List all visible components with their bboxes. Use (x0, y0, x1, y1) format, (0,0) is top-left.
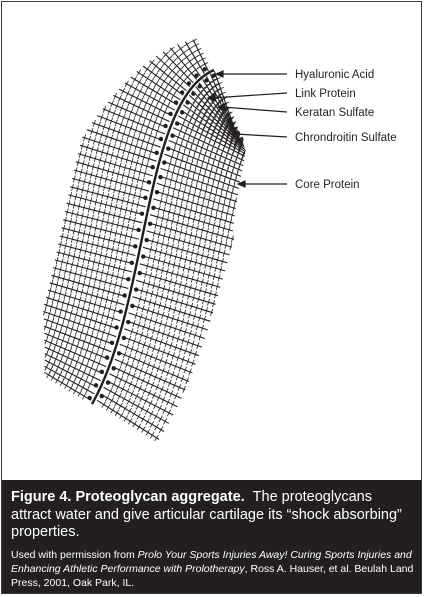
branch-left-1-tick (192, 56, 198, 60)
branch-right-48-tick (159, 427, 163, 433)
branch-left-7-tick (145, 66, 149, 72)
branch-right-49-tick (133, 421, 137, 427)
link-protein-dot (122, 336, 126, 340)
link-protein-dot (110, 341, 114, 345)
branch-right-48-stem (100, 394, 164, 432)
branch-right-11-tick (224, 140, 228, 146)
link-protein-dot (148, 222, 152, 226)
link-protein-dot (180, 90, 184, 94)
label-chondroitin-sulfate: Chrondroitin Sulfate (295, 132, 397, 144)
branch-right-11-tick (220, 137, 224, 143)
branch-right-47-tick (136, 403, 140, 409)
link-protein-dot (162, 160, 166, 164)
branch-left-49-tick (51, 374, 55, 380)
link-protein-dot (166, 147, 170, 151)
branch-right-48-tick (150, 421, 154, 427)
branch-right-48-tick (146, 419, 150, 425)
link-protein-dot (88, 396, 92, 400)
branch-right-9-tick (196, 113, 200, 119)
link-protein-dot (180, 110, 184, 114)
branch-left-8-tick (167, 90, 171, 96)
figure-caption (2, 480, 422, 594)
link-protein-dot (141, 254, 145, 258)
link-protein-dot (122, 293, 126, 297)
branch-right-48-tick (128, 408, 132, 414)
branch-left-49-tick (47, 372, 51, 378)
branch-left-1-tick (189, 52, 195, 56)
link-protein-dot (100, 370, 104, 374)
branch-right-11-tick (192, 122, 196, 128)
branch-left-7-tick (171, 85, 175, 91)
branch-right-10-tick (186, 112, 190, 118)
branch-left-2-tick (187, 59, 193, 63)
branch-right-11-tick (215, 135, 219, 141)
branch-right-10-tick (221, 134, 225, 140)
link-protein-dot (94, 383, 98, 387)
link-protein-dot (114, 325, 118, 329)
link-protein-dot (163, 124, 167, 128)
branch-right-49-tick (102, 402, 106, 408)
link-protein-dot (119, 309, 123, 313)
branch-right-47-tick (159, 416, 163, 422)
branch-right-10-tick (216, 131, 220, 137)
branch-left-48-tick (81, 384, 85, 390)
branch-left-7-tick (149, 69, 153, 75)
link-protein-dot (185, 100, 189, 104)
link-protein-dot (187, 81, 191, 85)
branch-right-10-tick (203, 123, 207, 129)
branch-right-10-tick (199, 120, 203, 126)
link-protein-dot (175, 121, 179, 125)
branch-right-48-tick (155, 424, 159, 430)
branch-left-8-tick (137, 70, 141, 76)
branch-left-9-tick (151, 87, 155, 93)
branch-left-7-tick (154, 72, 158, 78)
branch-right-49-tick (128, 418, 132, 424)
branch-left-49-tick (73, 388, 77, 394)
link-protein-dot (158, 175, 162, 179)
branch-left-8-tick (159, 84, 163, 90)
branch-right-49-tick (120, 413, 124, 419)
link-protein-dot (143, 196, 147, 200)
branch-left-9-tick (138, 79, 142, 85)
link-protein-dot (126, 320, 130, 324)
figure-frame (1, 1, 422, 594)
branch-right-47-tick (127, 398, 131, 404)
link-protein-dot (134, 287, 138, 291)
branch-left-2-tick (178, 47, 184, 51)
credit-book-title: Prolo Your Sports Injuries Away! Curing Sports Injuries and Enhancing Athletic Performance with Prolotherapy (11, 548, 412, 575)
branch-right-48-tick (105, 395, 109, 401)
branch-right-48-tick (132, 411, 136, 417)
link-protein-dot (136, 228, 140, 232)
branch-left-1-tick (187, 47, 193, 51)
credit-suffix: , Ross A. Hauser, et al. Beulah Land Press, 2001, Oak Park, IL. (11, 562, 414, 589)
link-protein-dot (147, 180, 151, 184)
link-protein-dot (140, 212, 144, 216)
link-protein-dot (170, 134, 174, 138)
branch-right-47-tick (118, 393, 122, 399)
branch-right-48-tick (110, 398, 114, 404)
link-protein-dot (155, 190, 159, 194)
link-protein-dot (105, 355, 109, 359)
branch-right-47-tick (122, 396, 126, 402)
branch-right-48-tick (123, 406, 127, 412)
link-protein-dot (203, 67, 207, 71)
caption-credit (11, 548, 414, 590)
branch-right-49-tick (137, 424, 141, 430)
branch-right-47-tick (109, 388, 113, 394)
branch-right-46-stem (107, 381, 174, 416)
branch-left-49-tick (65, 382, 69, 388)
branch-right-47-tick (141, 406, 144, 412)
link-protein-dot (155, 151, 159, 155)
label-core-protein: Core Protein (295, 179, 360, 191)
branch-left-49-tick (56, 377, 60, 383)
link-protein-dot (133, 244, 137, 248)
branch-right-48-tick (119, 403, 123, 409)
branch-left-7-tick (158, 75, 162, 81)
branch-left-8-tick (146, 75, 150, 81)
branch-right-48-tick (137, 413, 141, 419)
link-protein-dot (145, 238, 149, 242)
branch-left-9-tick (155, 90, 159, 96)
link-protein-dot (191, 92, 195, 96)
branch-left-48-tick (72, 379, 76, 385)
branch-right-49-tick (142, 427, 146, 433)
branch-left-2-tick (181, 51, 187, 55)
link-protein-dot (151, 206, 155, 210)
branch-right-49-tick (146, 429, 150, 435)
branch-left-8-tick (163, 87, 167, 93)
link-protein-dot (112, 366, 116, 370)
branch-right-47-tick (113, 391, 117, 397)
branch-left-7-tick (162, 78, 166, 84)
branch-left-10-tick (148, 93, 152, 99)
link-protein-dot (138, 271, 142, 275)
proteoglycan-diagram (2, 2, 422, 480)
link-protein-dot (126, 277, 130, 281)
link-protein-dot (204, 78, 208, 82)
branch-right-49-stem (97, 400, 159, 439)
link-protein-dot (168, 112, 172, 116)
branch-left-48-tick (67, 377, 71, 383)
branch-left-10-tick (125, 81, 128, 87)
link-protein-dot (130, 261, 134, 265)
branch-left-9-tick (160, 92, 164, 98)
branch-left-49-tick (82, 393, 86, 399)
branch-right-49-tick (124, 415, 128, 421)
branch-left-8-tick (154, 81, 158, 87)
branch-left-49-tick (60, 380, 64, 386)
link-protein-dot (198, 84, 202, 88)
branch-right-11-tick (183, 117, 187, 123)
branch-left-8-tick (141, 73, 145, 79)
link-protein-dot (130, 304, 134, 308)
branch-right-11-tick (211, 132, 215, 138)
branch-left-9-tick (146, 84, 150, 90)
link-protein-dot (174, 100, 178, 104)
branch-left-49-tick (69, 385, 73, 391)
branch-left-48-tick (45, 364, 49, 370)
branch-right-48-tick (141, 416, 145, 422)
branch-left-2-tick (184, 55, 190, 59)
branch-left-10-tick (134, 86, 138, 92)
link-protein-dot (100, 394, 104, 398)
branch-left-9-tick (142, 82, 146, 88)
branch-left-7-tick (166, 81, 170, 87)
credit-prefix: Used with permission from (11, 548, 138, 561)
caption-title: Figure 4. Proteoglycan aggregate. (11, 489, 245, 505)
caption-body: The proteoglycans attract water and give articular cartilage its “shock absorbing” properties. (11, 489, 402, 540)
branch-right-49-tick (155, 435, 159, 441)
branch-left-8-tick (150, 78, 154, 84)
branch-right-15-stem (169, 141, 242, 171)
branch-left-5-stem (156, 56, 190, 87)
link-protein-dot (151, 165, 155, 169)
branch-right-49-tick (150, 432, 154, 438)
branch-right-47-stem (104, 387, 169, 423)
branch-right-48-tick (114, 400, 118, 406)
link-protein-dot (194, 74, 198, 78)
branch-left-49-tick (78, 390, 82, 396)
link-protein-dot (159, 137, 163, 141)
link-protein-dot (106, 380, 110, 384)
label-hyaluronic-acid: Hyaluronic Acid (295, 69, 375, 81)
branch-left-10-tick (130, 83, 133, 89)
branch-right-9-tick (188, 107, 192, 113)
link-protein-dot (117, 351, 121, 355)
label-link-protein: Link Protein (295, 88, 356, 100)
branch-right-49-tick (111, 407, 115, 413)
branch-right-49-tick (115, 410, 119, 416)
label-keratan-sulfate: Keratan Sulfate (295, 107, 375, 119)
branch-left-9-tick (169, 98, 173, 104)
branch-left-9-tick (164, 95, 168, 101)
branch-left-9-tick (133, 76, 137, 82)
branch-right-11-tick (206, 129, 210, 135)
branch-right-42-stem (117, 352, 189, 382)
branch-right-49-tick (106, 404, 110, 410)
branch-left-1-tick (184, 43, 190, 47)
